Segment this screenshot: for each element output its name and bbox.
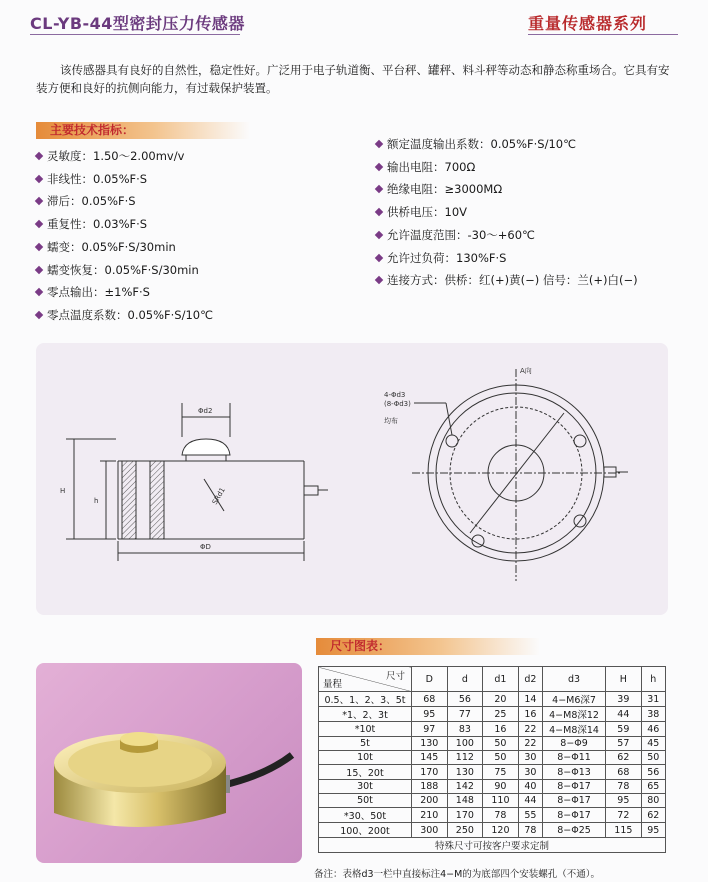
table-row: 15、20t 170 130 75 30 8−Φ13 68 56 <box>319 765 666 780</box>
spec-item: 绝缘电阻：≥3000MΩ <box>376 178 638 201</box>
table-footer: 特殊尺寸可按客户要求定制 <box>319 838 666 853</box>
technical-drawing-panel <box>36 343 668 615</box>
table-row: *30、50t 210 170 78 55 8−Φ17 72 62 <box>319 808 666 823</box>
diamond-bullet-icon <box>35 197 43 205</box>
column-header: h <box>641 667 665 692</box>
table-row: 50t 200 148 110 44 8−Φ17 95 80 <box>319 794 666 808</box>
diamond-bullet-icon <box>35 152 43 160</box>
specs-right-list <box>376 133 638 292</box>
column-header: D <box>412 667 448 692</box>
table-row: *1、2、3t 95 77 25 16 4−M8深12 44 38 <box>319 707 666 722</box>
diamond-bullet-icon <box>35 265 43 273</box>
table-row: 10t 145 112 50 30 8−Φ11 62 50 <box>319 751 666 765</box>
spec-item: 允许温度范围：-30～+60℃ <box>376 224 638 247</box>
column-header: d1 <box>483 667 519 692</box>
series-underline <box>528 34 678 35</box>
table-row: 30t 188 142 90 40 8−Φ17 78 65 <box>319 780 666 794</box>
diamond-bullet-icon <box>375 208 383 216</box>
diamond-bullet-icon <box>35 174 43 182</box>
column-header: H <box>606 667 642 692</box>
document-title: CL-YB-44型密封压力传感器 <box>30 14 245 33</box>
table-header-row <box>319 667 666 692</box>
column-header: d3 <box>543 667 606 692</box>
spec-item: 蠕变恢复：0.05%F·S/30min <box>36 259 213 282</box>
H-label: H <box>60 487 66 495</box>
diamond-bullet-icon <box>35 243 43 251</box>
table-footer-row <box>319 838 666 853</box>
holes-alt-label: (8-Φd3) <box>384 400 411 408</box>
title-underline <box>30 34 240 35</box>
technical-drawing <box>36 343 668 615</box>
spec-item: 零点输出：±1%F·S <box>36 281 213 304</box>
diamond-bullet-icon <box>35 311 43 319</box>
table-row: 5t 130 100 50 22 8−Φ9 57 45 <box>319 737 666 751</box>
diamond-bullet-icon <box>375 231 383 239</box>
diamond-bullet-icon <box>375 253 383 261</box>
specs-left-list <box>36 145 213 327</box>
a-direction-label: A向 <box>520 367 532 375</box>
specs-heading: 主要技术指标： <box>36 122 250 139</box>
table-row: 100、200t 300 250 120 78 8−Φ25 115 95 <box>319 823 666 838</box>
column-header: d <box>447 667 483 692</box>
intro-paragraph: 该传感器具有良好的自然性，稳定性好。广泛用于电子轨道衡、平台秤、罐秤、料斗秤等动态和静态称重场合。它具有安装方便和良好的抗侧向能力，有过载保护装置。 <box>36 63 670 95</box>
spec-item: 零点温度系数：0.05%F·S/10℃ <box>36 304 213 327</box>
table-corner-cell: 尺寸 量程 <box>319 667 412 692</box>
sr-label: SRd1 <box>210 486 227 506</box>
h-label: h <box>94 497 99 505</box>
evenly-label: 均布 <box>384 417 398 425</box>
spec-item: 额定温度输出系数：0.05%F·S/10℃ <box>376 133 638 156</box>
dimension-table <box>318 666 666 853</box>
holes-label: 4-Φd3 <box>384 391 406 399</box>
phi-D-label: ΦD <box>200 543 211 551</box>
table-row: *10t 97 83 16 22 4−M8深14 59 46 <box>319 722 666 737</box>
series-title: 重量传感器系列 <box>528 14 648 33</box>
spec-item: 输出电阻：700Ω <box>376 156 638 179</box>
diamond-bullet-icon <box>375 162 383 170</box>
table-row: 0.5、1、2、3、5t 68 56 20 14 4−M6深7 39 31 <box>319 692 666 707</box>
diamond-bullet-icon <box>35 220 43 228</box>
spec-item: 供桥电压：10V <box>376 201 638 224</box>
top-view <box>412 369 628 581</box>
spec-item: 灵敏度：1.50～2.00mv/v <box>36 145 213 168</box>
phi-d2-label: Φd2 <box>198 407 213 415</box>
spec-item: 允许过负荷：130%F·S <box>376 247 638 270</box>
product-photo <box>36 663 302 863</box>
side-view <box>66 403 328 561</box>
spec-item: 滞后：0.05%F·S <box>36 190 213 213</box>
spec-item: 蠕变：0.05%F·S/30min <box>36 236 213 259</box>
spec-item: 连接方式：供桥：红(+)黄(−) 信号：兰(+)白(−) <box>376 269 638 292</box>
table-heading: 尺寸图表： <box>316 638 540 655</box>
diamond-bullet-icon <box>35 288 43 296</box>
diamond-bullet-icon <box>375 140 383 148</box>
load-cell-image <box>36 663 302 863</box>
spec-item: 重复性：0.03%F·S <box>36 213 213 236</box>
footnote: 备注：表格d3一栏中直接标注4−M的为底部四个安装螺孔（不通）。 <box>314 869 601 880</box>
diamond-bullet-icon <box>375 276 383 284</box>
spec-item: 非线性：0.05%F·S <box>36 168 213 191</box>
diamond-bullet-icon <box>375 185 383 193</box>
column-header: d2 <box>518 667 542 692</box>
